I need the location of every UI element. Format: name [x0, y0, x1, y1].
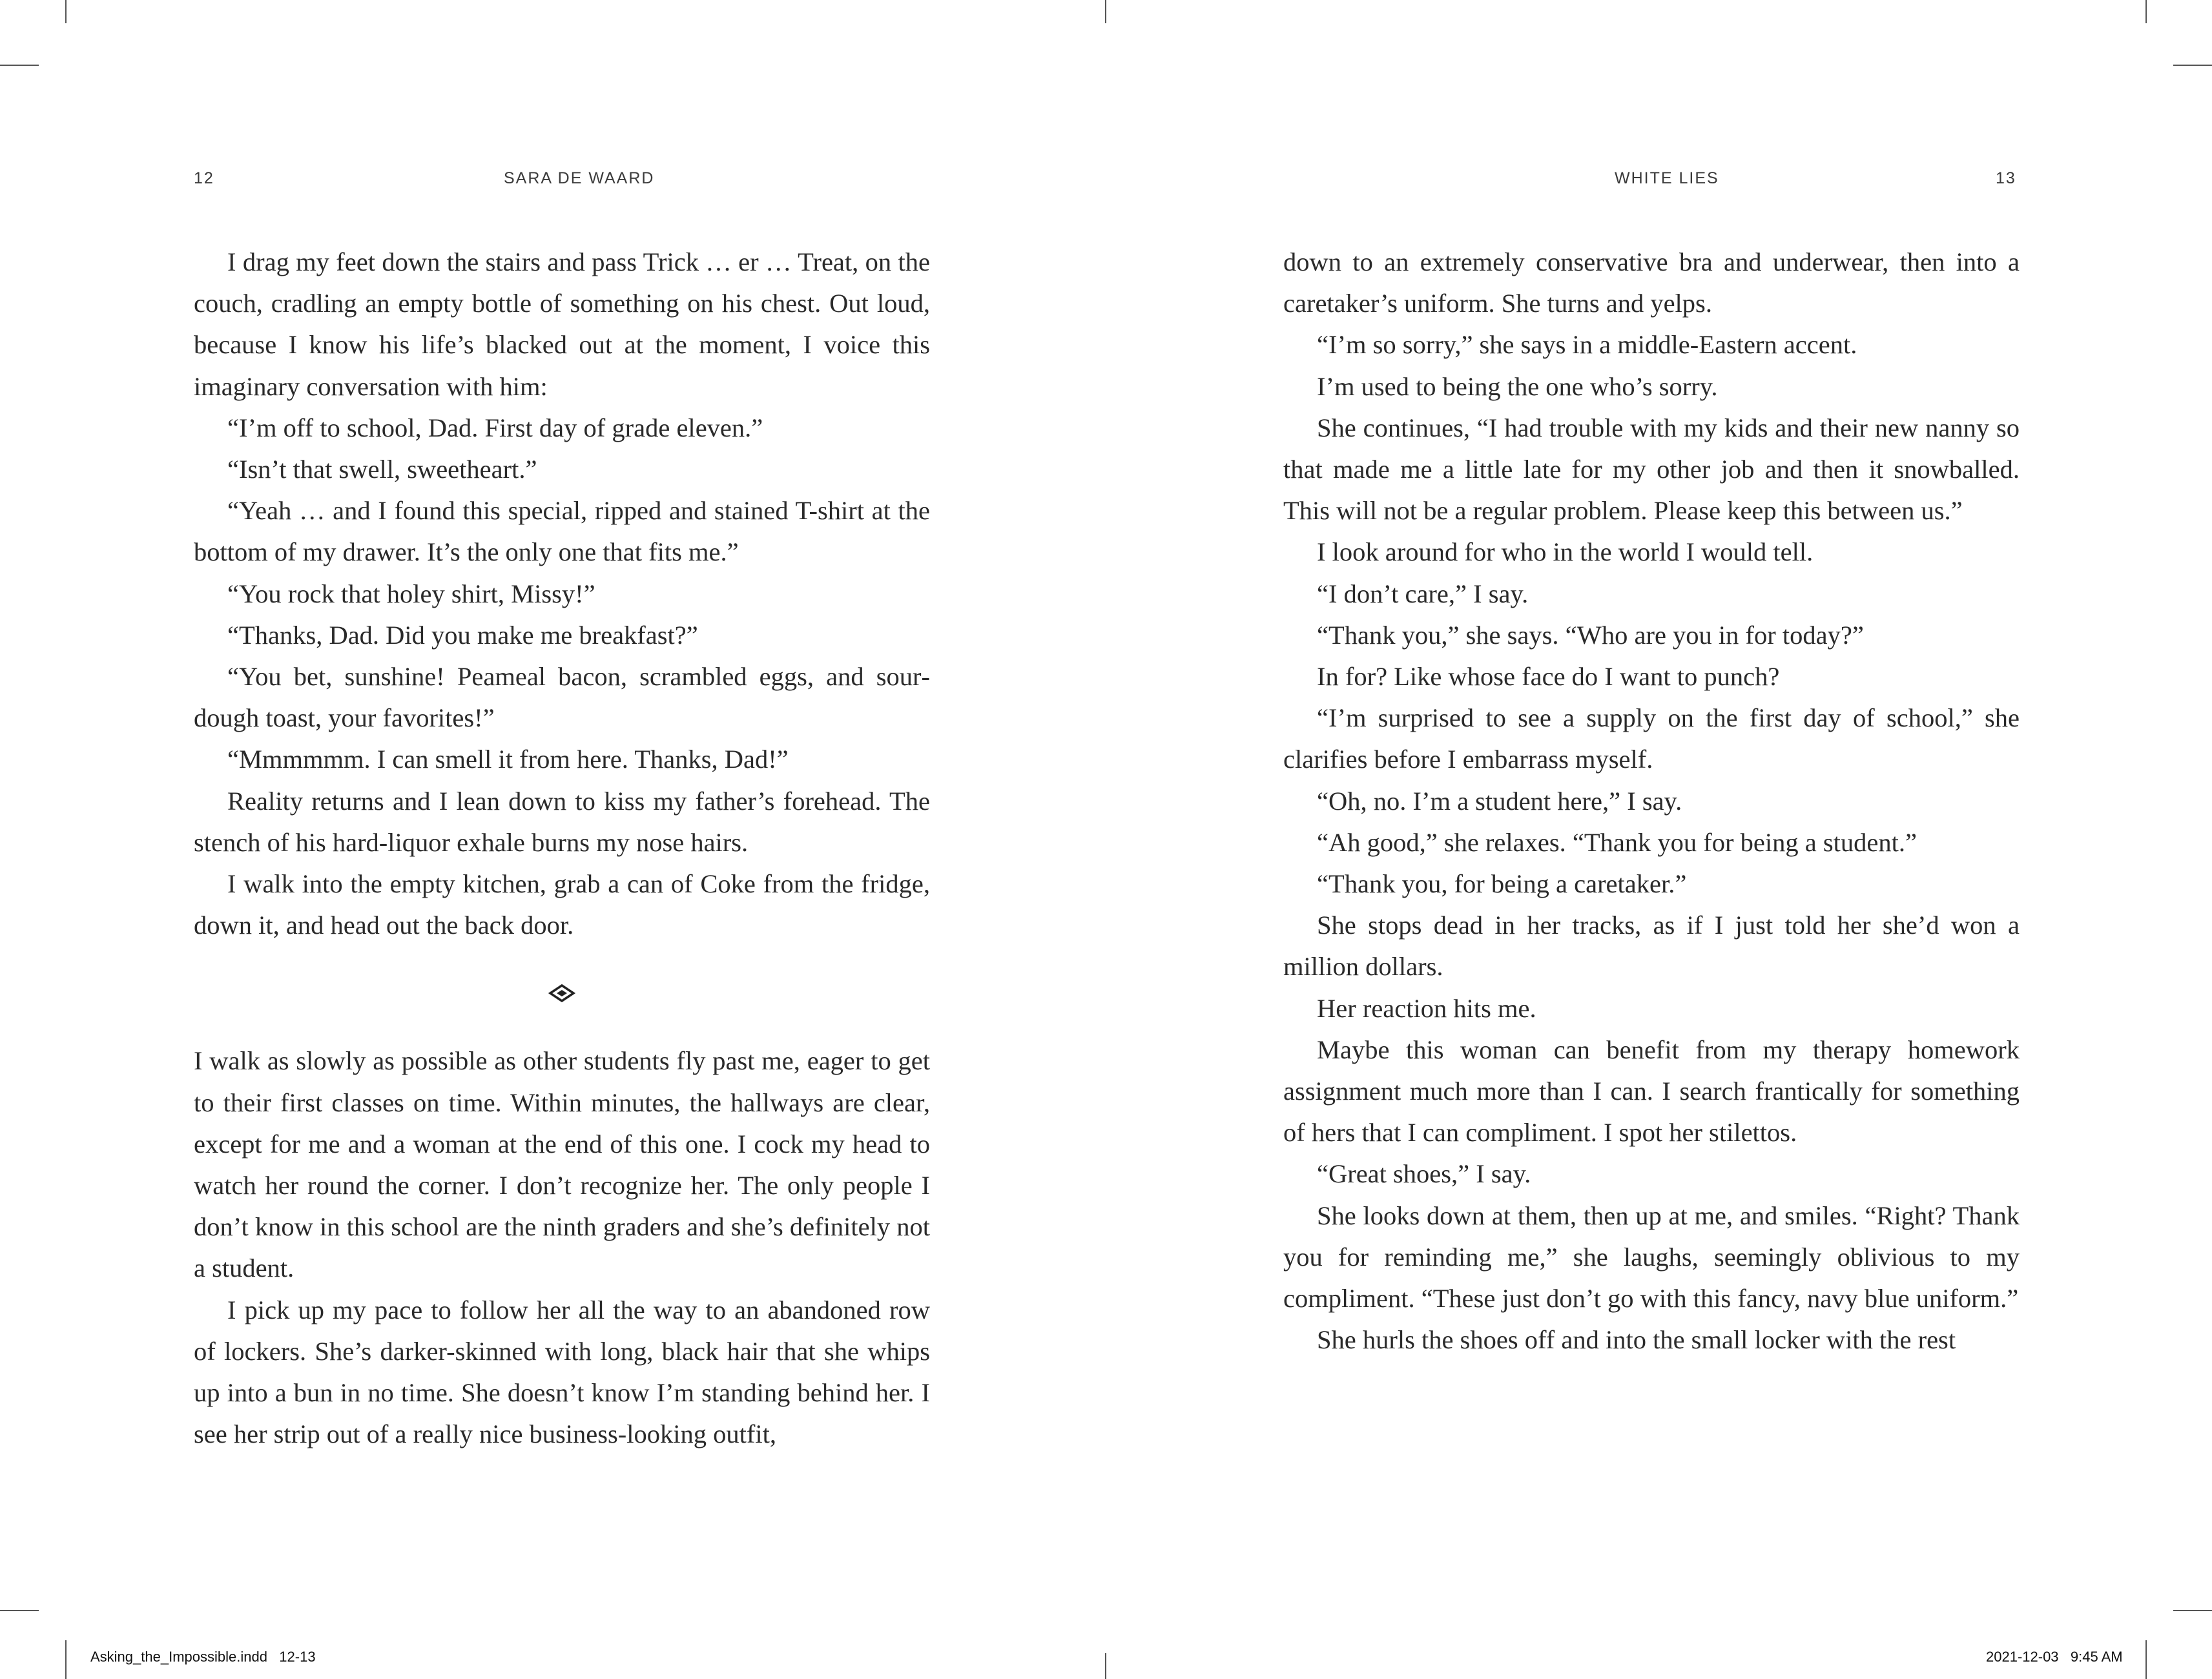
diamond-ornament-icon — [547, 984, 577, 1003]
paragraph: I walk as slowly as possible as other students fly past me, eager to get to their first classes on time. Within minutes, the hallways are clear, except for me and a woman at the end of this one. I cock my head to watch her round the corner. I don’t recognize her. The only people I don’t know in this school are the ninth graders and she’s definitely not a student. — [194, 1046, 930, 1283]
paragraph: “I’m surprised to see a supply on the first day of school,” she clarifies before I embarrass myself. — [1283, 703, 2020, 774]
paragraph: “Isn’t that swell, sweetheart.” — [227, 455, 537, 484]
paragraph: I walk into the empty kitchen, grab a can of Coke from the fridge, down it, and head out the back door. — [194, 869, 930, 940]
paragraph: I pick up my pace to follow her all the way to an abandoned row of lockers. She’s darker-skinned with long, black hair that she whips up into a bun in no time. She doesn’t know I’m standing behind her. I see her strip out of a really nice business-looking outfit, — [194, 1295, 930, 1449]
paragraph: “Thank you, for being a caretaker.” — [1317, 869, 1687, 899]
paragraph: “Thank you,” she says. “Who are you in for today?” — [1317, 620, 1864, 650]
paragraph: I look around for who in the world I would tell. — [1317, 537, 1814, 567]
paragraph: “Yeah … and I found this special, ripped and stained T-shirt at the bottom of my drawer. It’s the only one that fits me.” — [194, 496, 930, 567]
running-head-title: WHITE LIES — [1615, 169, 1719, 187]
slug-timestamp: 2021-12-03 9:45 AM — [1986, 1649, 2123, 1665]
paragraph: “You bet, sunshine! Peameal bacon, scrambled eggs, and sourdough toast, your favorites!” — [194, 662, 930, 733]
body-text — [194, 242, 930, 1455]
paragraph: She looks down at them, then up at me, and smiles. “Right? Thank you for reminding me,” she laughs, seemingly oblivious to my compliment. “These just don’t go with this fancy, navy blue uniform.” — [1283, 1200, 2020, 1313]
paragraph: “Mmmmmm. I can smell it from here. Thanks, Dad!” — [227, 745, 789, 774]
paragraph: Her reaction hits me. — [1317, 993, 1536, 1023]
paragraph: She stops dead in her tracks, as if I just told her she’d won a million dollars. — [1283, 911, 2020, 982]
paragraph: “Oh, no. I’m a student here,” I say. — [1317, 786, 1682, 816]
body-text — [1283, 242, 2020, 1361]
paragraph: She continues, “I had trouble with my kids and their new nanny so that made me a little late for my other job and then it snowballed. This will not be a regular problem. Please keep this between us.” — [1283, 413, 2020, 526]
slug-filename: Asking_the_Impossible.indd 12-13 — [90, 1649, 316, 1665]
paragraph: In for? Like whose face do I want to punch? — [1317, 662, 1780, 692]
paragraph: “Ah good,” she relaxes. “Thank you for being a student.” — [1317, 827, 1917, 857]
page-number: 13 — [1996, 169, 2016, 187]
paragraph: Maybe this woman can benefit from my therapy homework assignment much more than I can. I search frantically for something of hers that I can compliment. I spot her stilettos. — [1283, 1035, 2020, 1148]
paragraph: “I don’t care,” I say. — [1317, 579, 1529, 608]
page-number: 12 — [194, 169, 214, 187]
paragraph: I’m used to being the one who’s sorry. — [1317, 371, 1718, 401]
right-page — [1106, 0, 2212, 1679]
section-break — [194, 946, 930, 1040]
paragraph: “Great shoes,” I say. — [1317, 1159, 1531, 1189]
paragraph: “Thanks, Dad. Did you make me breakfast?” — [227, 620, 698, 650]
paragraph: “You rock that holey shirt, Missy!” — [227, 579, 595, 608]
paragraph: She hurls the shoes off and into the small locker with the rest — [1317, 1325, 1956, 1355]
paragraph: “I’m so sorry,” she says in a middle-Eastern accent. — [1317, 330, 1857, 360]
running-head-author: SARA DE WAARD — [504, 169, 655, 187]
paragraph: “I’m off to school, Dad. First day of grade eleven.” — [227, 413, 763, 442]
paragraph: down to an extremely conservative bra and underwear, then into a caretaker’s uniform. She turns and yelps. — [1283, 247, 2020, 318]
paragraph: Reality returns and I lean down to kiss my father’s forehead. The stench of his hard-liquor exhale burns my nose hairs. — [194, 786, 930, 857]
paragraph: I drag my feet down the stairs and pass Trick … er … Treat, on the couch, cradling an empty bottle of something on his chest. Out loud, because I know his life’s blacked out at the moment, I voice this imaginary conversation with him: — [194, 247, 930, 401]
